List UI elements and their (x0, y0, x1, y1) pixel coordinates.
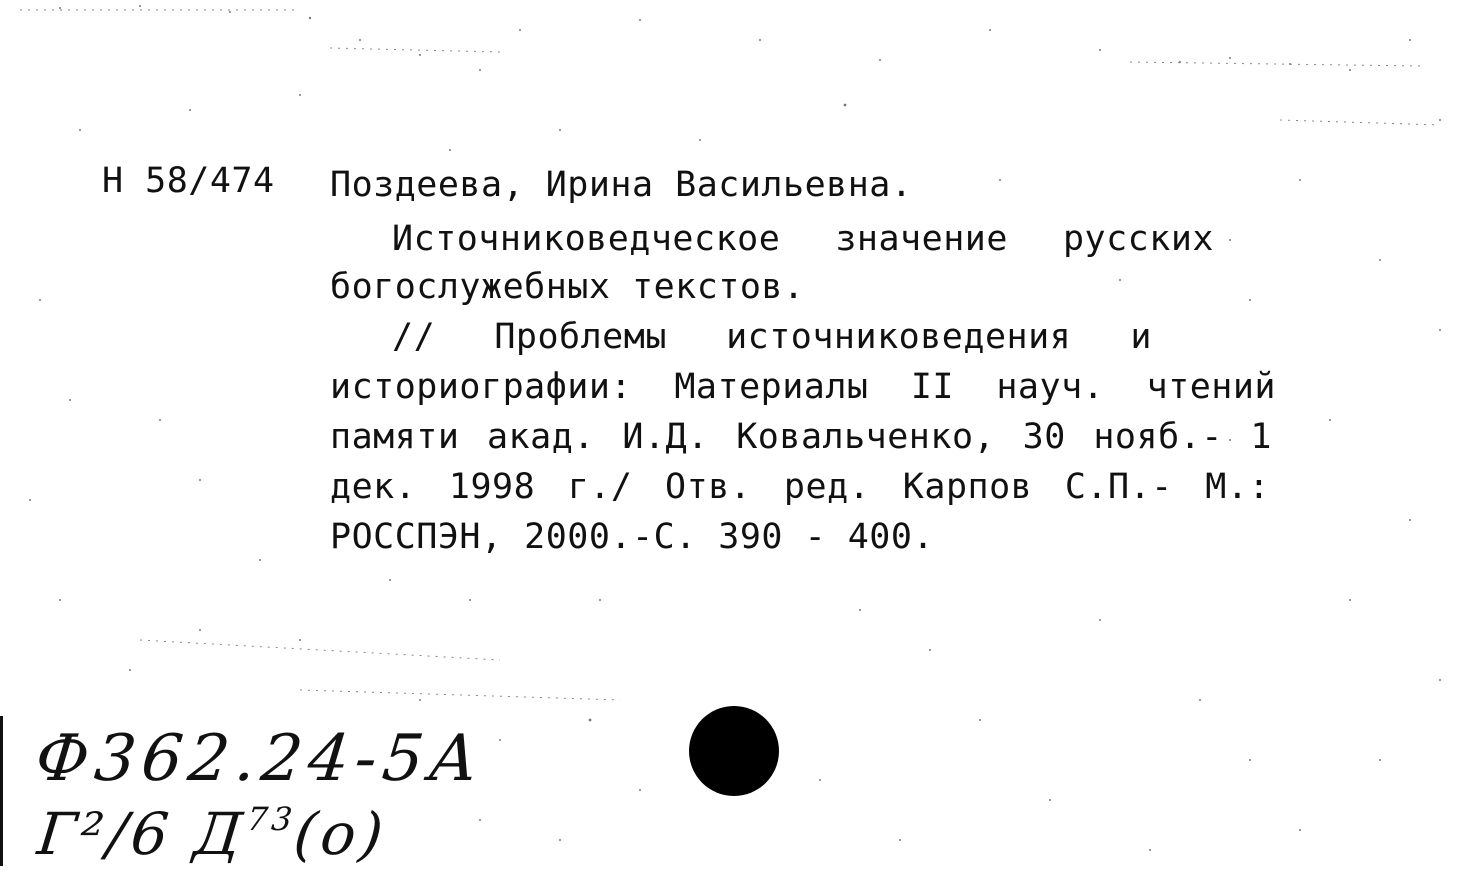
source-word: ред. (783, 467, 871, 507)
source-word: источниковедения (726, 317, 1072, 357)
source-word: памяти (330, 417, 460, 457)
punch-hole (689, 706, 779, 796)
title-line-1 (392, 214, 1214, 264)
source-line-4 (330, 462, 1270, 512)
handwritten-classification: Ф362.24-5А (32, 722, 488, 796)
source-word: Ковальченко, (736, 417, 996, 457)
title-word: значение (835, 219, 1008, 259)
author-mark-base: Г²/6 Д (34, 800, 250, 868)
handwritten-author-mark (34, 800, 390, 868)
source-word: 1998 (448, 467, 536, 507)
author-mark-tail: (о) (290, 800, 391, 868)
source-word: Проблемы (494, 317, 667, 357)
source-word: // (392, 317, 436, 357)
source-word: дек. (330, 467, 417, 507)
source-line-3 (330, 412, 1272, 462)
source-word: нояб.- (1093, 417, 1223, 457)
card-edge-line (0, 716, 3, 866)
author-mark-superscript: 73 (245, 800, 298, 838)
source-word: г./ (567, 467, 633, 507)
source-word: И.Д. (622, 417, 709, 457)
title-word: русских (1062, 219, 1214, 259)
source-word: Карпов (902, 467, 1033, 507)
source-word: С.П.- (1064, 467, 1173, 507)
source-word: и (1130, 317, 1152, 357)
title-word: Источниковедческое (392, 219, 781, 259)
source-word: 30 (1022, 417, 1066, 457)
source-word: историографии: (330, 367, 633, 407)
shelfmark: Н 58/474 (102, 161, 275, 201)
source-line-1 (392, 312, 1152, 362)
source-line-5: РОССПЭН, 2000.-С. 390 - 400. (330, 517, 935, 557)
source-word: акад. (486, 417, 595, 457)
source-word: М.: (1205, 467, 1270, 507)
source-word: Отв. (665, 467, 752, 507)
source-word: 1 (1250, 417, 1272, 457)
title-line-2: богослужебных текстов. (330, 267, 805, 307)
source-word: II (910, 367, 955, 407)
source-line-2 (330, 362, 1276, 412)
source-word: науч. (996, 367, 1105, 407)
source-word: чтений (1146, 367, 1276, 407)
source-word: Материалы (674, 367, 869, 407)
author-line: Поздеева, Ирина Васильевна. (330, 165, 913, 205)
